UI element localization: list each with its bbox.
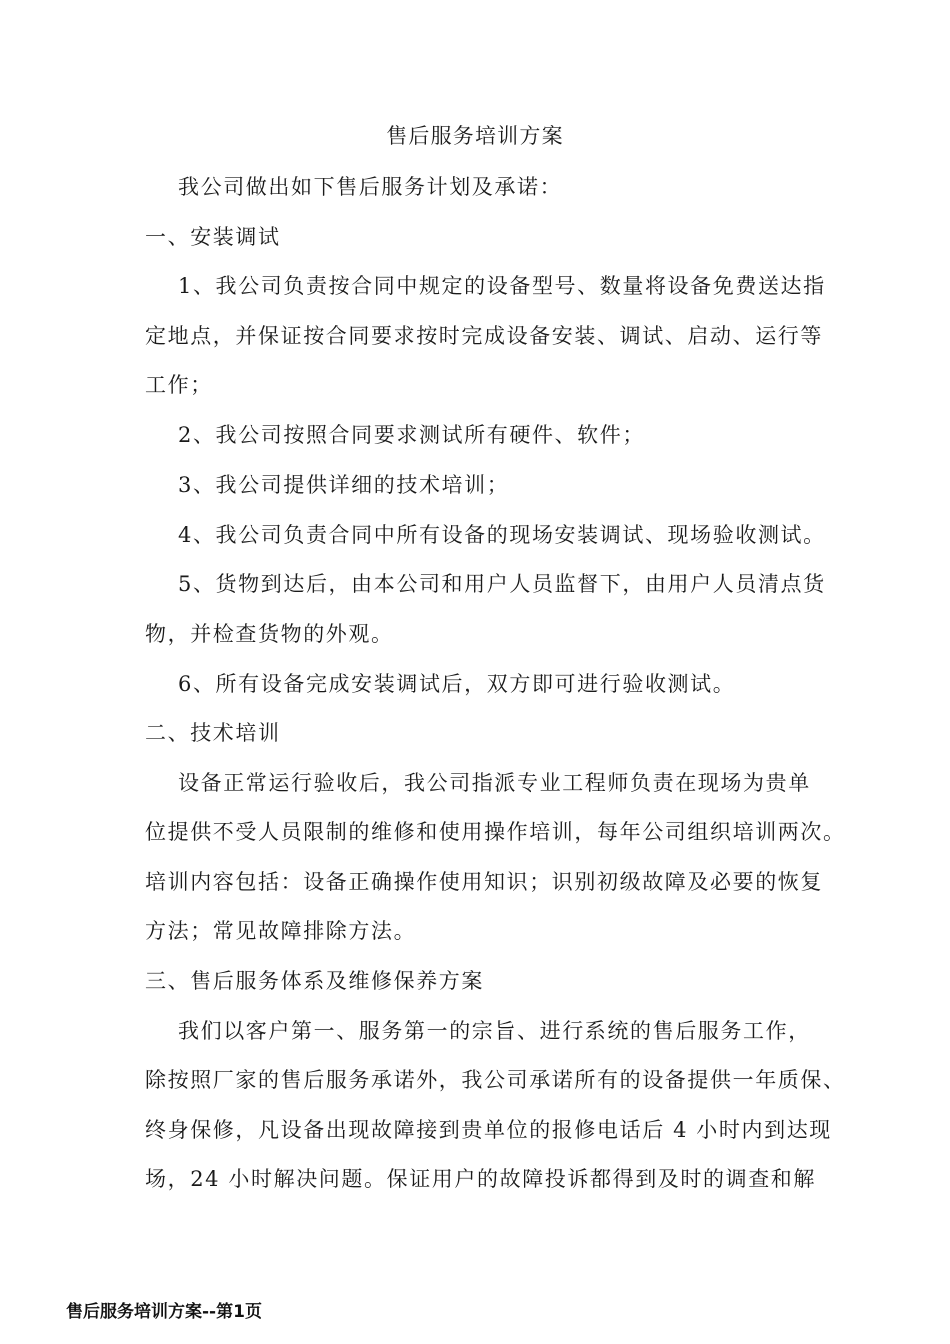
item-2-line: 2、我公司按照合同要求测试所有硬件、软件； bbox=[178, 423, 645, 447]
training-line-3: 培训内容包括：设备正确操作使用知识；识别初级故障及必要的恢复 bbox=[145, 870, 823, 894]
intro-line: 我公司做出如下售后服务计划及承诺： bbox=[178, 175, 563, 199]
page-footer: 售后服务培训方案--第1页 bbox=[66, 1302, 262, 1322]
service-line-3: 终身保修，凡设备出现故障接到贵单位的报修电话后 4 小时内到达现 bbox=[145, 1118, 832, 1142]
item-1-line-2: 定地点，并保证按合同要求按时完成设备安装、调试、启动、运行等 bbox=[145, 324, 823, 348]
service-line-1: 我们以客户第一、服务第一的宗旨、进行系统的售后服务工作， bbox=[178, 1019, 811, 1043]
training-line-2: 位提供不受人员限制的维修和使用操作培训，每年公司组织培训两次。 bbox=[145, 820, 846, 844]
section-heading-training: 二、技术培训 bbox=[145, 721, 281, 745]
service-line-4: 场，24 小时解决问题。保证用户的故障投诉都得到及时的调查和解 bbox=[145, 1167, 816, 1191]
training-line-1: 设备正常运行验收后，我公司指派专业工程师负责在现场为贵单 bbox=[178, 771, 811, 795]
document-title: 售后服务培训方案 bbox=[386, 124, 564, 148]
item-5-line-1: 5、货物到达后，由本公司和用户人员监督下，由用户人员清点货 bbox=[178, 572, 826, 596]
item-1-line-1: 1、我公司负责按合同中规定的设备型号、数量将设备免费送达指 bbox=[178, 274, 826, 298]
item-3-line: 3、我公司提供详细的技术培训； bbox=[178, 473, 510, 497]
item-1-line-3: 工作； bbox=[145, 373, 213, 397]
section-heading-service: 三、售后服务体系及维修保养方案 bbox=[145, 969, 484, 993]
item-4-line: 4、我公司负责合同中所有设备的现场安装调试、现场验收测试。 bbox=[178, 523, 826, 547]
section-heading-installation: 一、安装调试 bbox=[145, 225, 281, 249]
item-6-line: 6、所有设备完成安装调试后，双方即可进行验收测试。 bbox=[178, 672, 736, 696]
service-line-2: 除按照厂家的售后服务承诺外，我公司承诺所有的设备提供一年质保、 bbox=[145, 1068, 846, 1092]
training-line-4: 方法；常见故障排除方法。 bbox=[145, 919, 417, 943]
item-5-line-2: 物，并检查货物的外观。 bbox=[145, 622, 394, 646]
